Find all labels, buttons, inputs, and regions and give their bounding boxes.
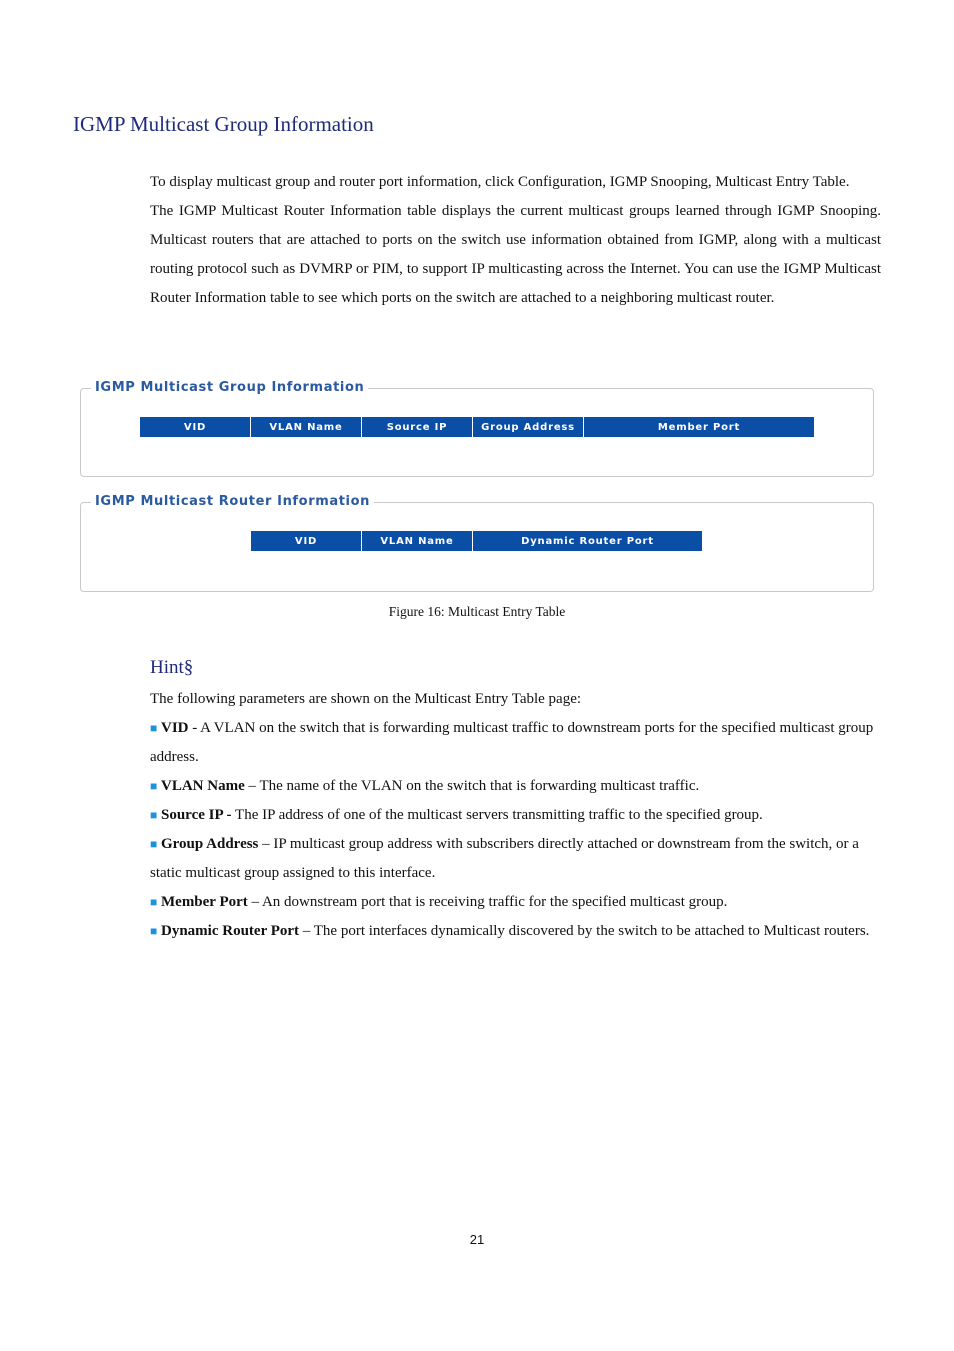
col-source-ip: Source IP: [362, 417, 473, 437]
hint-item: [150, 801, 888, 830]
hint-desc: – An downstream port that is receiving traffic for the specified multicast group.: [247, 894, 728, 910]
hint-desc: The IP address of one of the multicast servers transmitting traffic to the specified group.: [231, 807, 763, 823]
hint-title: Hint§: [150, 657, 194, 678]
hint-item: [150, 772, 888, 801]
group-info-panel: [80, 380, 874, 477]
intro-paragraph-2: The IGMP Multicast Router Information table displays the current multicast groups learned through IGMP Snooping. Multicast routers that are attached to ports on the switch use information obtained from IGMP, along with a multicast routing protocol such as DVMRP or PIM, to support IP multicasting across the Internet. You can use the IGMP Multicast Router Information table to see which ports on the switch are attached to a neighboring multicast router.: [150, 203, 881, 306]
hint-desc: – IP multicast group address with subscribers directly attached or downstream from the switch, or a static multicast group assigned to this interface.: [150, 836, 859, 881]
bullet-square-icon: ■: [150, 837, 158, 851]
page-number: 21: [469, 1232, 485, 1247]
intro-text: [150, 168, 881, 313]
bullet-square-icon: ■: [150, 808, 158, 822]
hint-body: [150, 685, 888, 946]
col-member-port: Member Port: [584, 417, 814, 437]
hint-desc: – The port interfaces dynamically discovered by the switch to be attached to Multicast routers.: [299, 923, 870, 939]
hint-item: [150, 830, 888, 888]
hint-item: [150, 917, 888, 946]
router-info-legend: IGMP Multicast Router Information: [91, 494, 374, 509]
hint-term: Source IP -: [161, 807, 232, 823]
hint-term: Member Port: [161, 894, 248, 910]
intro-paragraph-1: To display multicast group and router port information, click Configuration, IGMP Snooping, Multicast Entry Table.: [150, 174, 850, 190]
router-info-header-row: [251, 531, 702, 551]
hint-item: [150, 714, 888, 772]
section-heading: IGMP Multicast Group Information: [73, 112, 374, 136]
col-vid: VID: [140, 417, 251, 437]
bullet-square-icon: ■: [150, 924, 158, 938]
hint-desc: - A VLAN on the switch that is forwarding multicast traffic to downstream ports for the specified multicast group address.: [150, 720, 874, 765]
bullet-square-icon: ■: [150, 779, 158, 793]
hint-desc: – The name of the VLAN on the switch that is forwarding multicast traffic.: [244, 778, 700, 794]
bullet-square-icon: ■: [150, 721, 158, 735]
hint-term: VLAN Name: [161, 778, 245, 794]
col-dynamic-router-port: Dynamic Router Port: [473, 531, 702, 551]
col-vlan-name: VLAN Name: [251, 417, 362, 437]
figure-caption: Figure 16: Multicast Entry Table: [388, 604, 566, 619]
col-vlan-name: VLAN Name: [362, 531, 473, 551]
hint-term: Dynamic Router Port: [161, 923, 300, 939]
col-vid: VID: [251, 531, 362, 551]
bullet-square-icon: ■: [150, 895, 158, 909]
hint-term: VID: [161, 720, 189, 736]
hint-term: Group Address: [161, 836, 259, 852]
hint-item: [150, 888, 888, 917]
col-group-address: Group Address: [473, 417, 584, 437]
group-info-legend: IGMP Multicast Group Information: [91, 380, 368, 395]
group-info-header-row: [140, 417, 814, 437]
hint-lead: The following parameters are shown on the Multicast Entry Table page:: [150, 691, 582, 707]
router-info-panel: [80, 494, 874, 592]
